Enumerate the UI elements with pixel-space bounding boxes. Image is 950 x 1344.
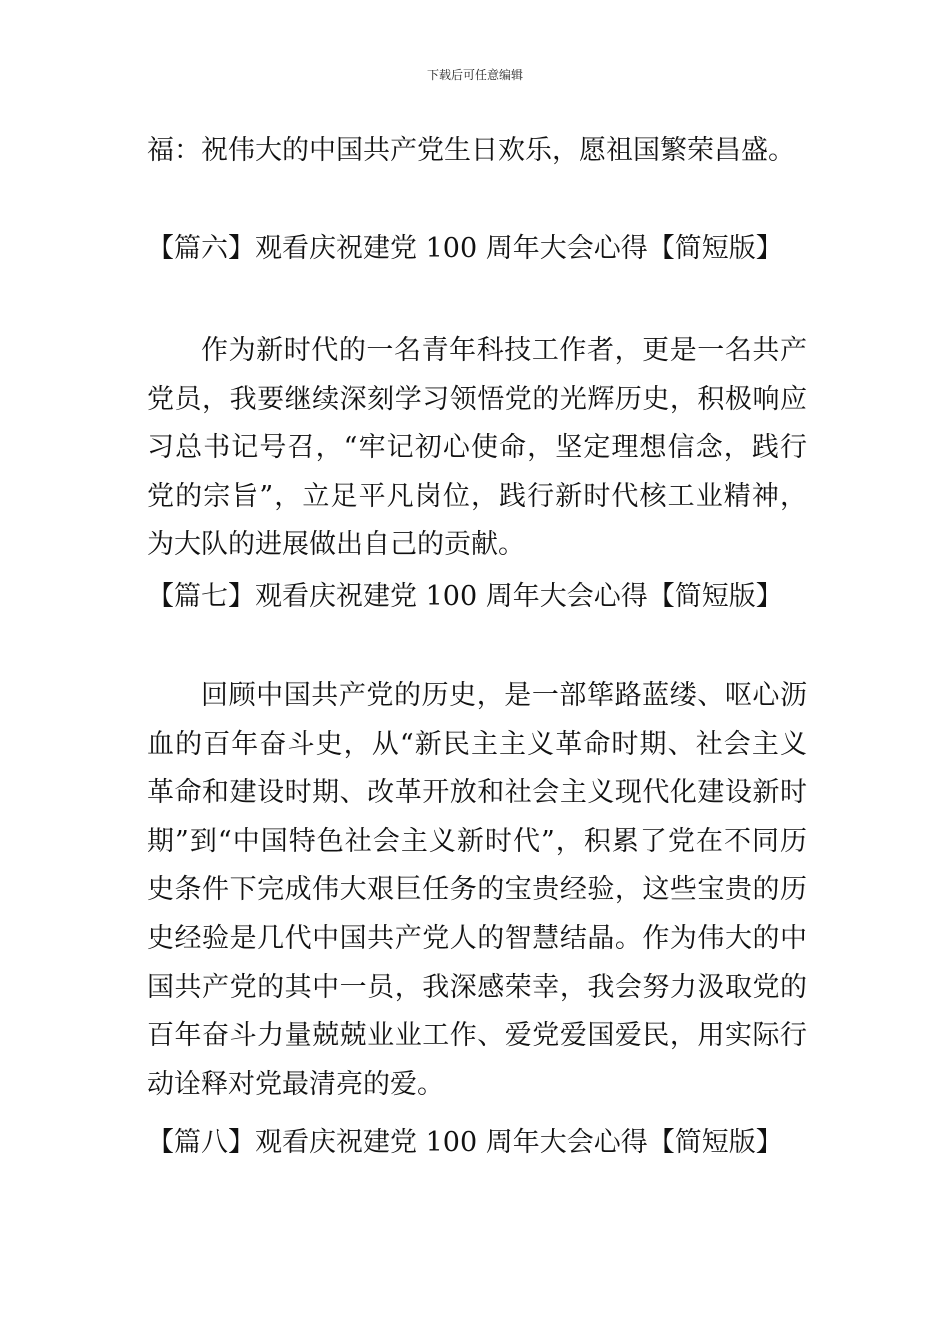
page-header-note: 下载后可任意编辑 (426, 68, 523, 82)
section-heading-6: 【篇六】观看庆祝建党 100 周年大会心得【简短版】 (147, 233, 783, 264)
section-heading-7: 【篇七】观看庆祝建党 100 周年大会心得【简短版】 (147, 581, 783, 612)
section-heading-8: 【篇八】观看庆祝建党 100 周年大会心得【简短版】 (147, 1127, 783, 1158)
intro-line: 福：祝伟大的中国共产党生日欢乐，愿祖国繁荣昌盛。 (147, 135, 795, 166)
section-body-7: 回顾中国共产党的历史，是一部筚路蓝缕、呕心沥血的百年奋斗史，从“新民主主义革命时期、社会主义革命和建设时期、改革开放和社会主义现代化建设新时期”到“中国特色社会主义新时代”，积累了党在不同历史条件下完成伟大艰巨任务的宝贵经验，这些宝贵的历史经验是几代中国共产党人的智慧结晶。作为伟大的中国共产党的其中一员，我深感荣幸，我会努力汲取党的百年奋斗力量兢兢业业工作、爱党爱国爱民，用实际行动诠释对党最清亮的爱。 (147, 680, 807, 1100)
section-body-6: 作为新时代的一名青年科技工作者，更是一名共产党员，我要继续深刻学习领悟党的光辉历史，积极响应习总书记号召，“牢记初心使命，坚定理想信念，践行党的宗旨”，立足平凡岗位，践行新时代核工业精神，为大队的进展做出自己的贡献。 (147, 335, 807, 561)
